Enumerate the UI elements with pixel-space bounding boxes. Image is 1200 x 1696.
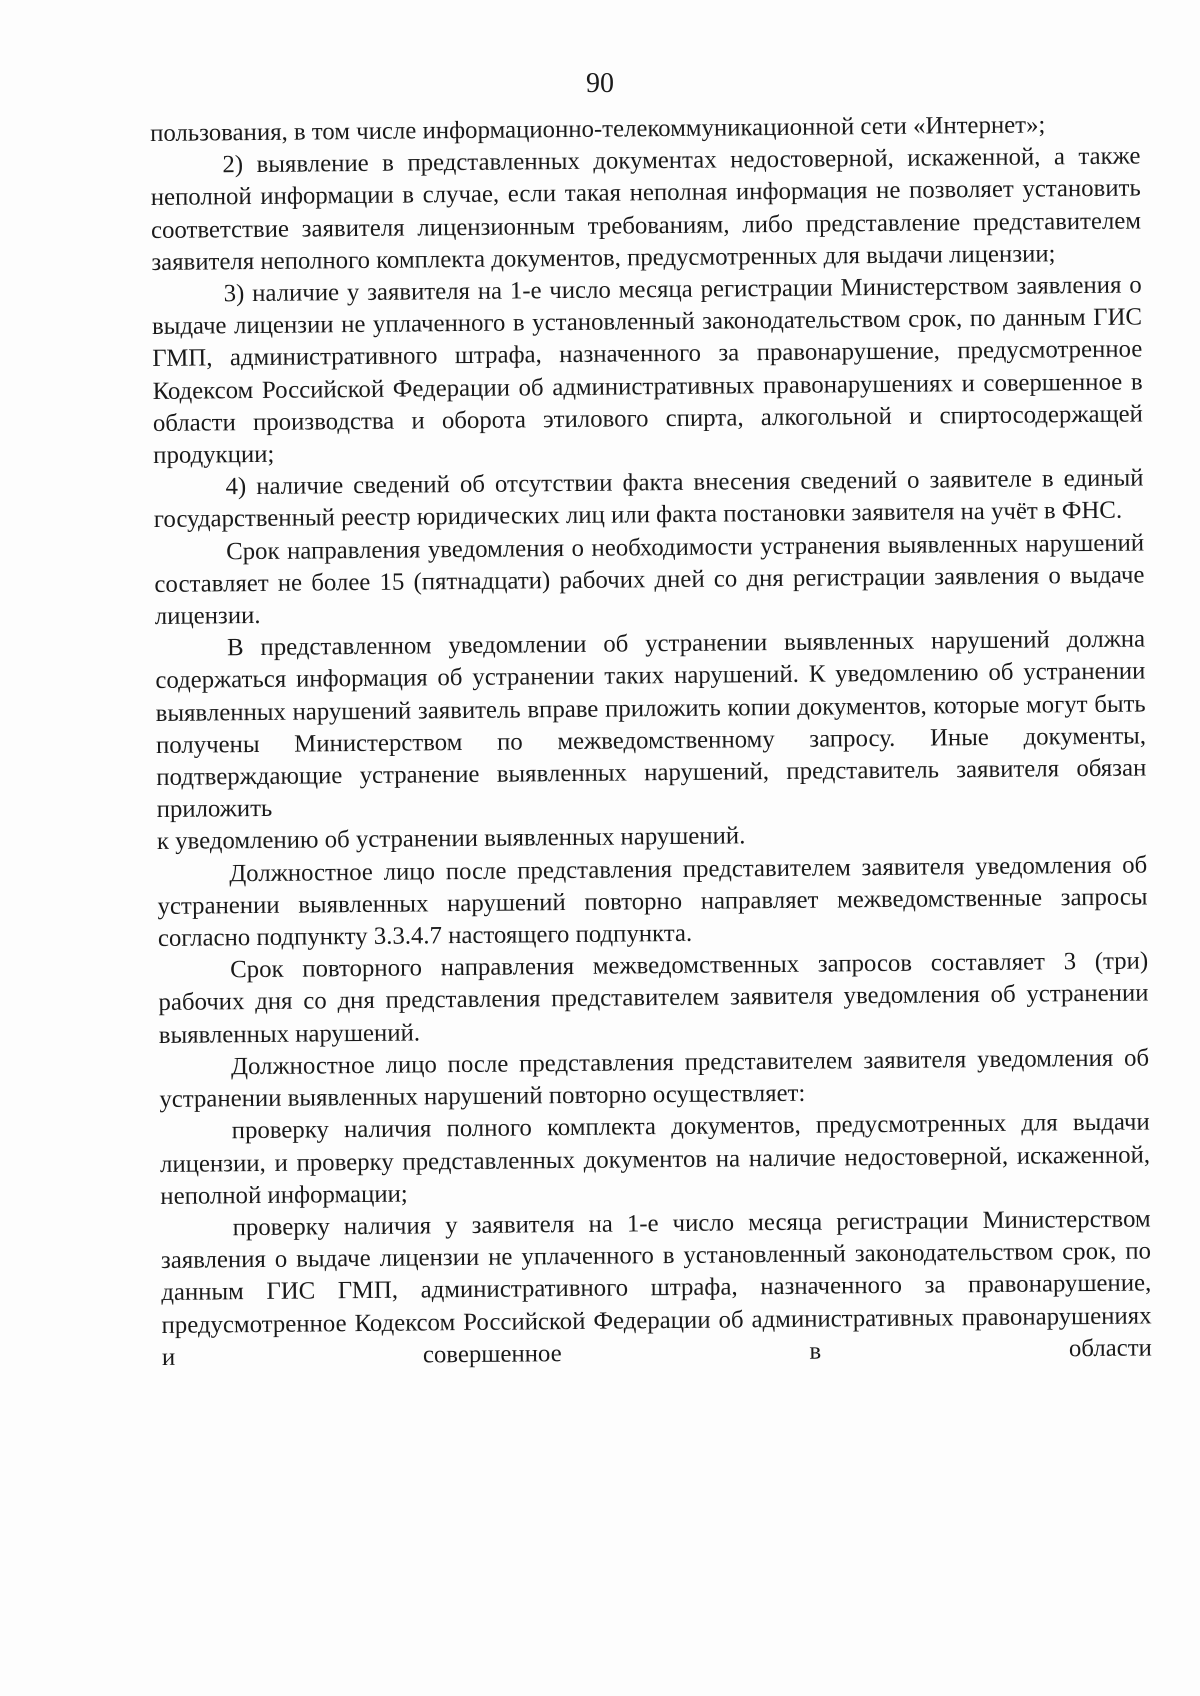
paragraph-notice-deadline: Срок направления уведомления о необходимости устранения выявленных нарушений составляет не более 15 (пятнадцати) рабочих дней со дня регистрации заявления о выдаче лицензии. xyxy=(154,529,1145,631)
paragraph-notice-content-tail: к уведомлению об устранении выявленных нарушений. xyxy=(156,822,746,856)
list-item-2: 2) выявление в представленных документах недостоверной, искаженной, а также неполной информации в случае, если такая неполная информация не позволяет установить соответствие заявителя лицензионным требованиям, либо представление представителем заявителя неполного комплекта документов, предусмотренных для выдачи лицензии; xyxy=(150,142,1142,276)
paragraph-continuation: пользования, в том числе информационно-телекоммуникационной сети «Интернет»; xyxy=(150,111,1046,147)
page-number: 90 xyxy=(586,68,614,99)
paragraph-repeat-checks: Должностное лицо после представления представителем заявителя уведомления об устранении выявленных нарушений повторно осуществляет: xyxy=(159,1044,1150,1114)
list-item-3: 3) наличие у заявителя на 1-е число месяца регистрации Министерством заявления о выдаче лицензии не уплаченного в установленный законодательством срок, по данным ГИС ГМП, административного штрафа, назначенного за правонарушение, предусмотренное Кодексом Российской Федерации об административных правонарушениях и совершенное в области производства и оборота этилового спирта, алкогольной и спиртосодержащей продукции; xyxy=(151,271,1144,470)
paragraph-notice-content: В представленном уведомлении об устранении выявленных нарушений должна содержаться информация об устранении таких нарушений. К уведомлению об устранении выявленных нарушений заявитель вправе приложить копии документов, которые могут быть получены Министерством по межведомственному запросу. Иные документы, подтверждающие устранение выявленных нарушений, представитель заявителя обязан приложить xyxy=(155,625,1147,824)
paragraph-check-completeness: проверку наличия полного комплекта документов, предусмотренных для выдачи лицензии, и проверку представленных документов на наличие недостоверной, искаженной, неполной информации; xyxy=(159,1108,1151,1210)
document-body xyxy=(150,108,1152,1373)
paragraph-repeat-requests: Должностное лицо после представления представителем заявителя уведомления об устранении выявленных нарушений повторно направляет межведомственные запросы согласно подпункту 3.3.4.7 настоящего подпункта. xyxy=(157,851,1148,953)
paragraph-repeat-deadline: Срок повторного направления межведомственных запросов составляет 3 (три) рабочих дня со дня представления представителем заявителя уведомления об устранении выявленных нарушений. xyxy=(158,947,1149,1049)
list-item-4: 4) наличие сведений об отсутствии факта внесения сведений о заявителе в единый государственный реестр юридических лиц или факта постановки заявителя на учёт в ФНС. xyxy=(153,464,1144,534)
paragraph-check-fines: проверку наличия у заявителя на 1-е число месяца регистрации Министерством заявления о выдаче лицензии не уплаченного в установленный законодательством срок, по данным ГИС ГМП, административного штрафа, назначенного за правонарушение, предусмотренное Кодексом Российской Федерации об административных правонарушениях и совершенное в области xyxy=(160,1205,1152,1371)
